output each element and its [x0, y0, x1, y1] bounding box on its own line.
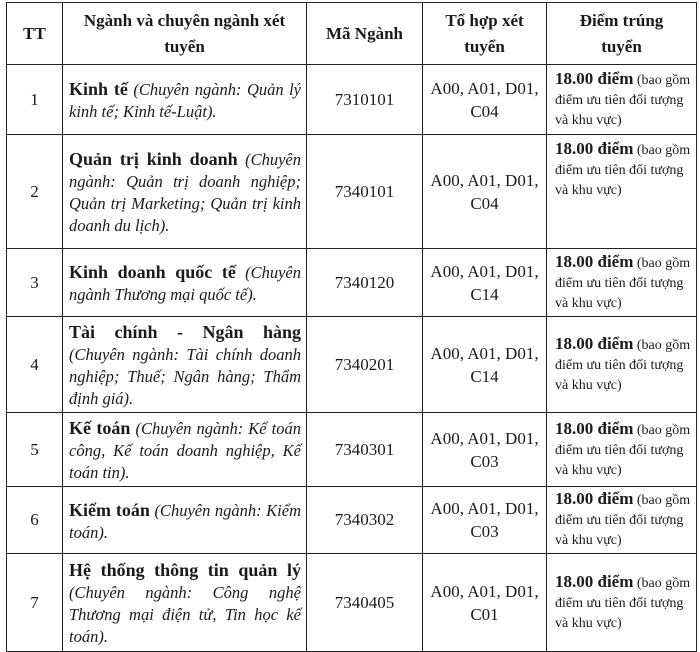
- major-code: 7340201: [307, 317, 423, 413]
- row-number: 4: [7, 317, 63, 413]
- major-specialization: (Chuyên ngành: Quản trị doanh nghiệp; Quản trị Marketing; Quản trị kinh doanh du lịch).: [69, 150, 301, 235]
- row-number: 7: [7, 554, 63, 652]
- subject-combinations: A00, A01, D01, C03: [423, 413, 547, 487]
- admission-score: 18.00 điểm: [555, 418, 634, 438]
- major-specialization: (Chuyên ngành: Kế toán công, Kế toán doanh nghiệp, Kế toán tin).: [69, 419, 301, 482]
- admission-score: 18.00 điểm: [555, 489, 634, 508]
- major-specialization: (Chuyên ngành Thương mại quốc tế).: [69, 263, 301, 304]
- major-code: 7310101: [307, 65, 423, 135]
- row-number: 3: [7, 249, 63, 317]
- major-name: Kinh tế: [69, 79, 128, 99]
- major-code: 7340101: [307, 135, 423, 249]
- header-code: Mã Ngành: [307, 3, 423, 65]
- subject-combinations: A00, A01, D01, C01: [423, 554, 547, 652]
- major-specialization: (Chuyên ngành: Kiểm toán).: [69, 500, 301, 542]
- major-name: Kiểm toán: [69, 499, 150, 520]
- major-code: 7340302: [307, 487, 423, 554]
- header-tt: TT: [7, 3, 63, 65]
- admission-score: 18.00 điểm: [555, 333, 634, 353]
- score-cell: [547, 135, 697, 249]
- major-name: Hệ thống thông tin quản lý: [69, 560, 301, 580]
- score-cell: [547, 487, 697, 554]
- score-note: (bao gồm điểm ưu tiên đối tượng và khu vực): [555, 255, 691, 311]
- score-note: (bao gồm điểm ưu tiên đối tượng và khu vực): [555, 575, 691, 631]
- major-cell: [63, 487, 307, 554]
- major-code: 7340301: [307, 413, 423, 487]
- score-cell: [547, 554, 697, 652]
- table-row: [7, 65, 697, 135]
- score-note: (bao gồm điểm ưu tiên đối tượng và khu vực): [555, 422, 691, 478]
- major-cell: [63, 554, 307, 652]
- table-row: [7, 413, 697, 487]
- major-specialization: (Chuyên ngành: Công nghệ Thương mại điện tử, Tin học kế toán).: [69, 583, 301, 646]
- table-row: [7, 554, 697, 652]
- score-note: (bao gồm điểm ưu tiên đối tượng và khu vực): [555, 72, 691, 128]
- major-name: Quản trị kinh doanh: [69, 149, 238, 169]
- header-major: Ngành và chuyên ngành xét tuyển: [63, 3, 307, 65]
- admission-scores-table: [6, 2, 697, 652]
- major-specialization: (Chuyên ngành: Quản lý kinh tế; Kinh tế-Luật).: [69, 80, 302, 121]
- admission-score: 18.00 điểm: [555, 571, 634, 591]
- major-code: 7340405: [307, 554, 423, 652]
- row-number: 5: [7, 413, 63, 487]
- table-row: [7, 487, 697, 554]
- score-note: (bao gồm điểm ưu tiên đối tượng và khu vực): [555, 337, 691, 393]
- admission-score: 18.00 điểm: [555, 68, 634, 88]
- major-cell: [63, 413, 307, 487]
- major-cell: [63, 249, 307, 317]
- row-number: 2: [7, 135, 63, 249]
- score-cell: [547, 413, 697, 487]
- table-row: [7, 317, 697, 413]
- subject-combinations: A00, A01, D01, C14: [423, 249, 547, 317]
- major-cell: [63, 65, 307, 135]
- subject-combinations: A00, A01, D01, C14: [423, 317, 547, 413]
- score-note: (bao gồm điểm ưu tiên đối tượng và khu vực): [555, 143, 691, 198]
- major-cell: [63, 317, 307, 413]
- score-note: (bao gồm điểm ưu tiên đối tượng và khu vực): [555, 493, 691, 548]
- header-score: Điểm trúng tuyển: [547, 3, 697, 65]
- admission-score: 18.00 điểm: [555, 139, 634, 158]
- subject-combinations: A00, A01, D01, C04: [423, 135, 547, 249]
- major-name: Kế toán: [69, 418, 131, 438]
- score-cell: [547, 65, 697, 135]
- subject-combinations: A00, A01, D01, C03: [423, 487, 547, 554]
- table-row: [7, 249, 697, 317]
- major-code: 7340120: [307, 249, 423, 317]
- header-combo: Tổ hợp xét tuyển: [423, 3, 547, 65]
- table-row: [7, 135, 697, 249]
- major-cell: [63, 135, 307, 249]
- header-row: [7, 3, 697, 65]
- major-name: Kinh doanh quốc tế: [69, 262, 236, 282]
- score-cell: [547, 249, 697, 317]
- score-cell: [547, 317, 697, 413]
- subject-combinations: A00, A01, D01, C04: [423, 65, 547, 135]
- row-number: 1: [7, 65, 63, 135]
- major-name: Tài chính - Ngân hàng: [69, 322, 301, 342]
- row-number: 6: [7, 487, 63, 554]
- admission-score: 18.00 điểm: [555, 251, 634, 271]
- major-specialization: (Chuyên ngành: Tài chính doanh nghiệp; Thuế; Ngân hàng; Thẩm định giá).: [69, 345, 301, 408]
